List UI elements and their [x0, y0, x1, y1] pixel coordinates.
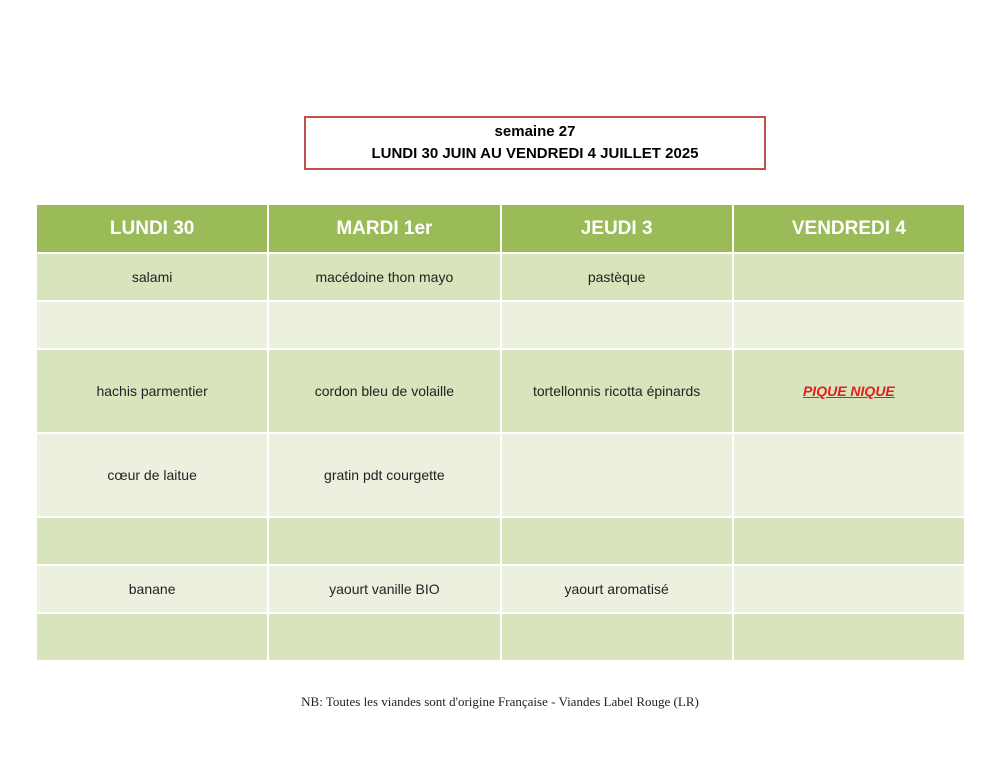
menu-cell	[501, 517, 733, 565]
menu-cell	[733, 301, 965, 349]
week-label: semaine 27	[494, 123, 576, 140]
table-row-side	[36, 433, 965, 517]
date-range: LUNDI 30 JUIN AU VENDREDI 4 JUILLET 2025	[371, 145, 699, 162]
menu-cell	[36, 301, 268, 349]
menu-cell: pastèque	[501, 253, 733, 301]
menu-cell	[501, 613, 733, 661]
menu-cell-special	[733, 349, 965, 433]
menu-cell: cœur de laitue	[36, 433, 268, 517]
menu-cell	[268, 301, 500, 349]
menu-cell	[733, 253, 965, 301]
column-header-tuesday: MARDI 1er	[268, 204, 500, 253]
menu-cell	[733, 517, 965, 565]
table-row-starter	[36, 253, 965, 301]
menu-cell	[501, 433, 733, 517]
menu-cell	[733, 565, 965, 613]
menu-cell: macédoine thon mayo	[268, 253, 500, 301]
menu-cell: banane	[36, 565, 268, 613]
menu-cell: salami	[36, 253, 268, 301]
week-title-box	[304, 116, 766, 170]
menu-cell	[36, 517, 268, 565]
picnic-label: PIQUE NIQUE	[802, 383, 895, 399]
menu-table	[35, 203, 966, 662]
menu-cell	[733, 613, 965, 661]
table-row-main	[36, 349, 965, 433]
column-header-thursday: JEUDI 3	[501, 204, 733, 253]
table-row-dessert	[36, 565, 965, 613]
column-header-monday: LUNDI 30	[36, 204, 268, 253]
menu-cell	[501, 301, 733, 349]
table-row-empty	[36, 613, 965, 661]
menu-cell: gratin pdt courgette	[268, 433, 500, 517]
menu-cell: yaourt aromatisé	[501, 565, 733, 613]
table-row-empty	[36, 301, 965, 349]
menu-cell: cordon bleu de volaille	[268, 349, 500, 433]
column-header-friday: VENDREDI 4	[733, 204, 965, 253]
menu-cell	[733, 433, 965, 517]
menu-cell	[36, 613, 268, 661]
footnote: NB: Toutes les viandes sont d'origine Française - Viandes Label Rouge (LR)	[301, 694, 699, 709]
menu-cell: yaourt vanille BIO	[268, 565, 500, 613]
menu-cell: tortellonnis ricotta épinards	[501, 349, 733, 433]
table-row-empty	[36, 517, 965, 565]
menu-cell: hachis parmentier	[36, 349, 268, 433]
menu-cell	[268, 517, 500, 565]
header-row	[36, 204, 965, 253]
menu-cell	[268, 613, 500, 661]
